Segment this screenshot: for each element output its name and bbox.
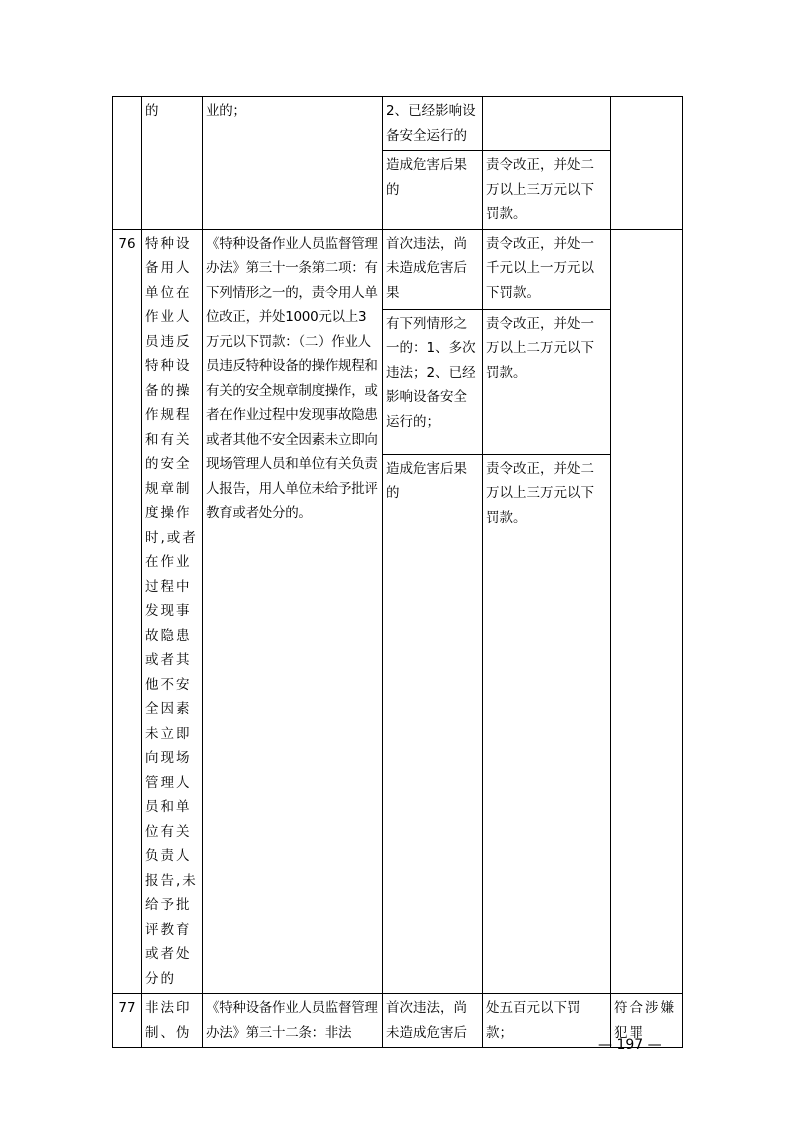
condition-cell: 造成危害后果的 bbox=[383, 454, 483, 993]
legal-basis: 《特种设备作业人员监督管理办法》第三十一条第二项：有下列情形之一的，责令用人单位改正，并处1000元以上3万元以下罚款：（二）作业人员违反特种设备的操作规程和有关的安全规章制度操作，或者在作业过程中发现事故隐患或者其他不安全因素未立即向现场管理人员和单位有关负责人报告，用人单位未给予批评教育或者处分的。 bbox=[203, 229, 383, 994]
note-cell bbox=[611, 229, 683, 994]
penalty-cell: 责令改正，并处二万以上三万元以下罚款。 bbox=[483, 454, 611, 993]
condition-cell: 首次违法，尚未造成危害后 bbox=[383, 994, 483, 1048]
row-number: 77 bbox=[113, 994, 142, 1048]
row-number bbox=[113, 97, 142, 230]
penalty-cell bbox=[483, 97, 611, 151]
page-number: — 197 — bbox=[598, 1037, 662, 1053]
table-row-77 bbox=[113, 994, 683, 1048]
condition-cell: 2、已经影响设备安全运行的 bbox=[383, 97, 483, 151]
condition-cell: 有下列情形之一的：1、多次违法；2、已经影响设备安全运行的； bbox=[383, 309, 483, 454]
table-row-continued bbox=[113, 97, 683, 151]
regulation-table bbox=[112, 96, 683, 1048]
legal-basis: 业的； bbox=[203, 97, 383, 230]
penalty-cell: 责令改正，并处二万以上三万元以下罚款。 bbox=[483, 151, 611, 230]
penalty-cell: 责令改正，并处一千元以上一万元以下罚款。 bbox=[483, 229, 611, 309]
table-row-76 bbox=[113, 229, 683, 309]
penalty-cell: 责令改正，并处一万以上二万元以下罚款。 bbox=[483, 309, 611, 454]
violation-item: 的 bbox=[142, 97, 203, 230]
legal-basis: 《特种设备作业人员监督管理办法》第三十二条：非法 bbox=[203, 994, 383, 1048]
note-cell bbox=[611, 97, 683, 230]
condition-cell: 造成危害后果的 bbox=[383, 151, 483, 230]
condition-cell: 首次违法，尚未造成危害后果 bbox=[383, 229, 483, 309]
violation-item: 非法印制、伪 bbox=[142, 994, 203, 1048]
penalty-cell: 处五百元以下罚款； bbox=[483, 994, 611, 1048]
row-number: 76 bbox=[113, 229, 142, 994]
note-cell: 符合涉嫌犯罪 bbox=[611, 994, 683, 1048]
violation-item: 特种设备用人单位在作业人员违反特种设备的操作规程和有关的安全规章制度操作时,或者在作业过程中发现事故隐患或者其他不安全因素未立即向现场管理人员和单位有关负责人报告,未给予批评教育或者处分的 bbox=[142, 229, 203, 994]
